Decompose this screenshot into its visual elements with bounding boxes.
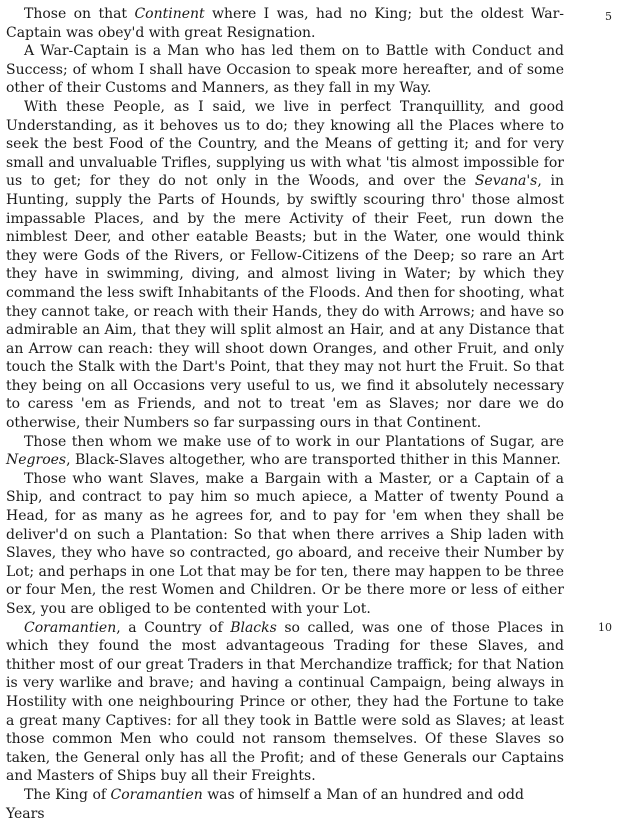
italic-text-run: Blacks: [230, 619, 277, 636]
italic-text-run: Coramantien: [110, 786, 203, 803]
text-run: , a Country of: [116, 619, 231, 636]
text-run: was of himself a Man of an hundred and odd Years: [6, 786, 524, 822]
text-run: The King of: [24, 786, 111, 803]
italic-text-run: Coramantien: [24, 619, 117, 636]
line-number-5: 5: [605, 10, 612, 23]
paragraph-3: [6, 98, 564, 433]
text-run: Those then whom we make use of to work in our Plantations of Sugar, are: [24, 433, 564, 450]
italic-text-run: Sevana's: [474, 173, 538, 190]
text-run: , in Hunting, supply the Parts of Hounds, by swiftly scouring thro' those almost impassable Places, and by the mere Activity of their Feet, run down the nimblest Deer, and other eatable Beasts; but in the Water, one would think they were Gods of the Rivers, or Fellow-Citizens of the Deep; so rare an Art they have in swimming, diving, and almost living in Water; by which they command the less swift Inhabitants of the Floods. And then for shooting, what they cannot take, or reach with their Hands, they do with Arrows; and have so admirable an Aim, that they will split almost an Hair, and at any Distance that an Arrow can reach: they will shoot down Oranges, and other Fruit, and only touch the Stalk with the Dart's Point, that they may not hurt the Fruit. So that they being on all Occasions very useful to us, we find it absolutely necessary to caress 'em as Friends, and not to treat 'em as Slaves; nor dare we do otherwise, their Numbers so far surpassing ours in that Continent.: [6, 173, 564, 432]
paragraph-1: [6, 5, 564, 42]
italic-text-run: Continent: [134, 6, 205, 22]
text-run: where I was, had no King; but the oldest War-Captain was obey'd with great Resignation.: [6, 6, 564, 41]
text-run: , Black-Slaves altogether, who are transported thither in this Manner.: [66, 452, 561, 469]
paragraph-2: [6, 42, 564, 98]
paragraph-5: [6, 470, 564, 619]
line-number-10: 10: [598, 621, 612, 634]
text-run: so called, was one of those Places in which they found the most advantageous Trading for these Slaves, and thither most of our great Traders in that Merchandize traffick; for that Nation is very warlike and brave; and having a continual Campaign, being always in Hostility with one neighbouring Prince or other, they had the Fortune to take a great many Captives: for all they took in Battle were sold as Slaves; at least those common Men who could not ransom themselves. Of these Slaves so taken, the General only has all the Profit; and of these Generals our Captains and Masters of Ships buy all their Freights.: [6, 619, 564, 785]
text-run: A War-Captain is a Man who has led them on to Battle with Conduct and Success; of whom I shall have Occasion to speak more hereafter, and of some other of their Customs and Manners, as they fall in my Way.: [6, 43, 564, 97]
paragraph-4: [6, 433, 564, 470]
document-body: [6, 5, 564, 823]
paragraph-6: [6, 619, 564, 786]
paragraph-7: [6, 786, 564, 823]
italic-text-run: Negroes: [6, 452, 67, 469]
text-run: Those who want Slaves, make a Bargain with a Master, or a Captain of a Ship, and contract to pay him so much apiece, a Matter of twenty Pound a Head, for as many as he agrees for, and to pay for 'em when they shall be deliver'd on such a Plantation: So that when there arrives a Ship laden with Slaves, they who have so contracted, go aboard, and receive their Number by Lot; and perhaps in one Lot that may be for ten, there may happen to be three or four Men, the rest Women and Children. Or be there more or less of either Sex, you are obliged to be contented with your Lot.: [6, 470, 564, 617]
text-run: With these People, as I said, we live in perfect Tranquillity, and good Understanding, as it behoves us to do; they knowing all the Places where to seek the best Food of the Country, and the Means of getting it; and for very small and unvaluable Trifles, supplying us with what 'tis almost impossible for us to get; for they do not only in the Woods, and over the: [6, 98, 564, 190]
text-run: Those on that: [24, 6, 135, 22]
